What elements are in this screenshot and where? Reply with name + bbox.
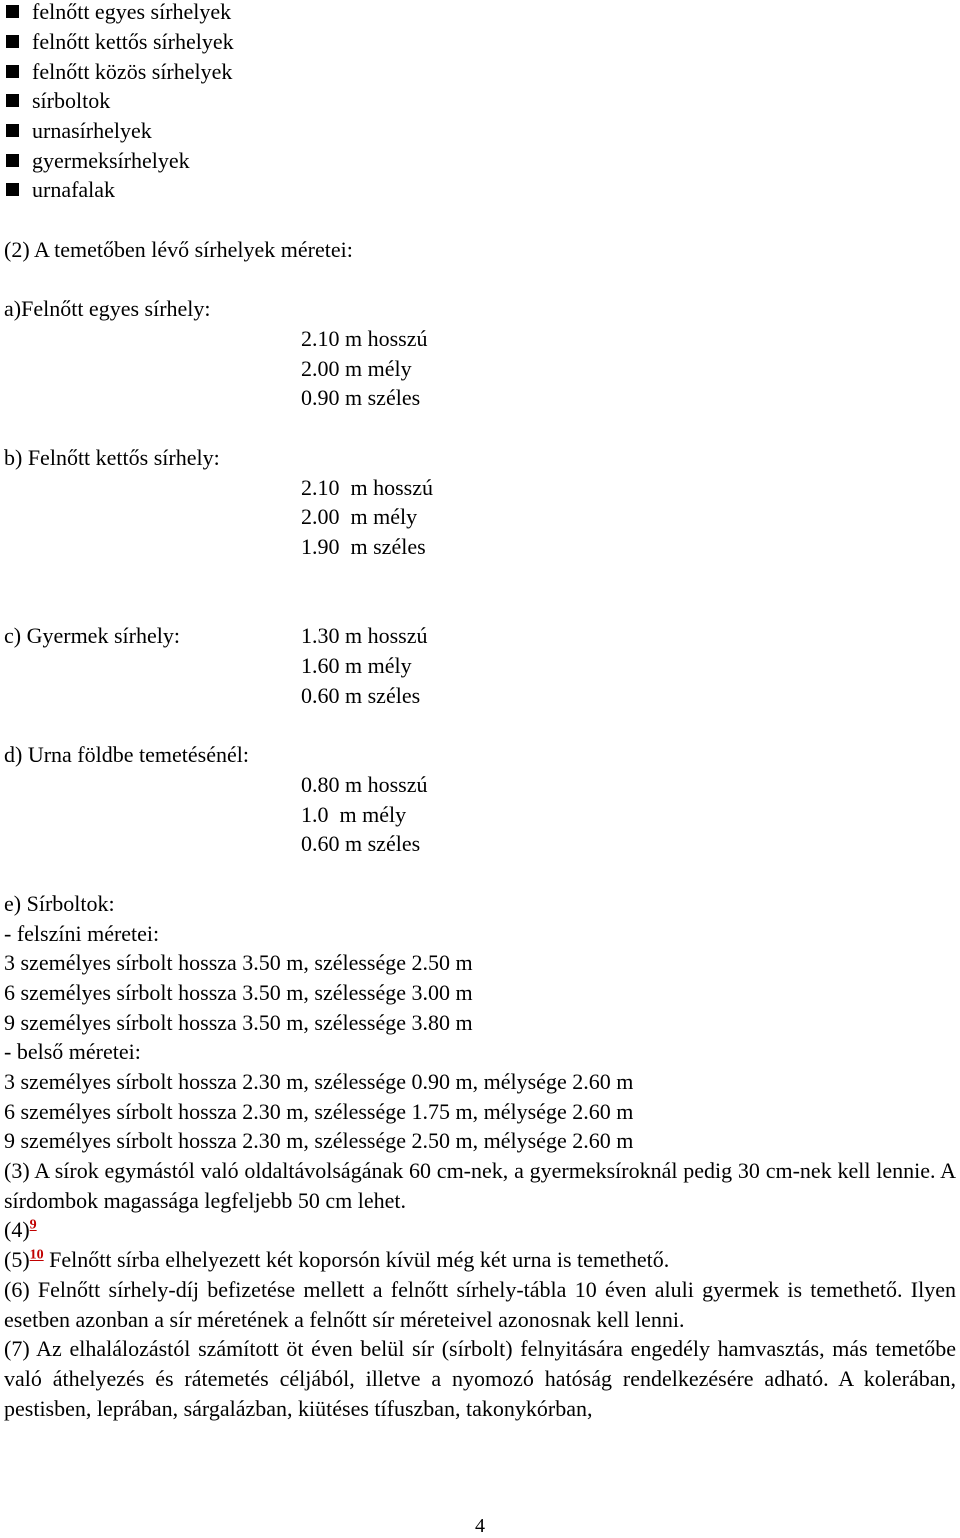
paragraph-4 bbox=[4, 1215, 37, 1245]
size-b-length: 2.10 m hosszú bbox=[301, 475, 433, 500]
label-b: b) Felnőtt kettős sírhely: bbox=[4, 445, 220, 470]
size-a-width: 0.90 m széles bbox=[301, 385, 421, 410]
list-item-text: sírboltok bbox=[32, 88, 111, 113]
footnote-ref-10[interactable]: 10 bbox=[29, 1247, 44, 1263]
paragraph-5-number: (5) bbox=[4, 1247, 30, 1272]
paragraph-3: (3) A sírok egymástól való oldaltávolságának 60 cm-nek, a gyermeksíroknál pedig 30 cm-nek kell lennie. A sírdombok magassága legfeljebb 50 cm lehet. bbox=[4, 1158, 956, 1213]
list-item-text: gyermeksírhelyek bbox=[32, 148, 190, 173]
size-b-width: 1.90 m széles bbox=[301, 534, 426, 559]
size-c-length: 1.30 m hosszú bbox=[301, 623, 428, 648]
label-e: e) Sírboltok: bbox=[4, 891, 115, 916]
list-item bbox=[6, 116, 152, 146]
footnote-ref-9[interactable]: 9 bbox=[29, 1217, 37, 1233]
list-item bbox=[6, 146, 190, 176]
list-item bbox=[6, 27, 234, 57]
size-b-depth: 2.00 m mély bbox=[301, 504, 418, 529]
square-bullet-icon bbox=[6, 65, 19, 78]
square-bullet-icon bbox=[6, 5, 19, 18]
list-item-text: urnafalak bbox=[32, 177, 116, 202]
inner-line: 3 személyes sírbolt hossza 2.30 m, szélessége 0.90 m, mélysége 2.60 m bbox=[4, 1069, 634, 1094]
list-item-text: felnőtt egyes sírhelyek bbox=[32, 0, 232, 24]
paragraph-4-number: (4) bbox=[4, 1217, 30, 1242]
size-d-depth: 1.0 m mély bbox=[301, 802, 407, 827]
surface-line: 9 személyes sírbolt hossza 3.50 m, szélessége 3.80 m bbox=[4, 1010, 473, 1035]
list-item-text: felnőtt kettős sírhelyek bbox=[32, 29, 234, 54]
size-c-depth: 1.60 m mély bbox=[301, 653, 412, 678]
surface-label: - felszíni méretei: bbox=[4, 921, 160, 946]
size-a-depth: 2.00 m mély bbox=[301, 356, 412, 381]
square-bullet-icon bbox=[6, 154, 19, 167]
inner-label: - belső méretei: bbox=[4, 1039, 141, 1064]
square-bullet-icon bbox=[6, 183, 19, 196]
section-2-heading: (2) A temetőben lévő sírhelyek méretei: bbox=[4, 237, 353, 262]
list-item bbox=[6, 0, 231, 27]
size-a-length: 2.10 m hosszú bbox=[301, 326, 428, 351]
paragraph-6: (6) Felnőtt sírhely-díj befizetése mellett a felnőtt sírhely-tábla 10 éven aluli gyermek is temethető. Ilyen esetben azonban a sír méretének a felnőtt sír méreteivel azonosnak kell lenni. bbox=[4, 1277, 956, 1332]
surface-line: 6 személyes sírbolt hossza 3.50 m, szélessége 3.00 m bbox=[4, 980, 473, 1005]
size-d-length: 0.80 m hosszú bbox=[301, 772, 428, 797]
inner-line: 6 személyes sírbolt hossza 2.30 m, szélessége 1.75 m, mélysége 2.60 m bbox=[4, 1099, 634, 1124]
label-c: c) Gyermek sírhely: bbox=[4, 623, 180, 648]
list-item-text: urnasírhelyek bbox=[32, 118, 152, 143]
label-d: d) Urna földbe temetésénél: bbox=[4, 742, 249, 767]
list-item bbox=[6, 86, 110, 116]
page-number: 4 bbox=[475, 1515, 485, 1537]
label-a: a)Felnőtt egyes sírhely: bbox=[4, 296, 211, 321]
square-bullet-icon bbox=[6, 35, 19, 48]
paragraph-5-text: Felnőtt sírba elhelyezett két koporsón kívül még két urna is temethető. bbox=[43, 1247, 670, 1272]
list-item bbox=[6, 57, 232, 87]
square-bullet-icon bbox=[6, 124, 19, 137]
paragraph-7: (7) Az elhalálozástól számított öt éven belül sír (sírbolt) felnyitására engedély hamvasztás, más temetőbe való áthelyezés és rátemetés céljából, illetve a nyomozó hatóság rendelkezésére adható. A kolerában, pestisben, leprában, sárgalázban, kiütéses tífuszban, takonykórban, bbox=[4, 1336, 956, 1421]
square-bullet-icon bbox=[6, 94, 19, 107]
surface-line: 3 személyes sírbolt hossza 3.50 m, szélessége 2.50 m bbox=[4, 950, 473, 975]
list-item-text: felnőtt közös sírhelyek bbox=[32, 59, 233, 84]
paragraph-5 bbox=[4, 1245, 669, 1275]
inner-line: 9 személyes sírbolt hossza 2.30 m, szélessége 2.50 m, mélysége 2.60 m bbox=[4, 1128, 634, 1153]
list-item bbox=[6, 175, 115, 205]
size-d-width: 0.60 m széles bbox=[301, 831, 421, 856]
size-c-width: 0.60 m széles bbox=[301, 683, 421, 708]
